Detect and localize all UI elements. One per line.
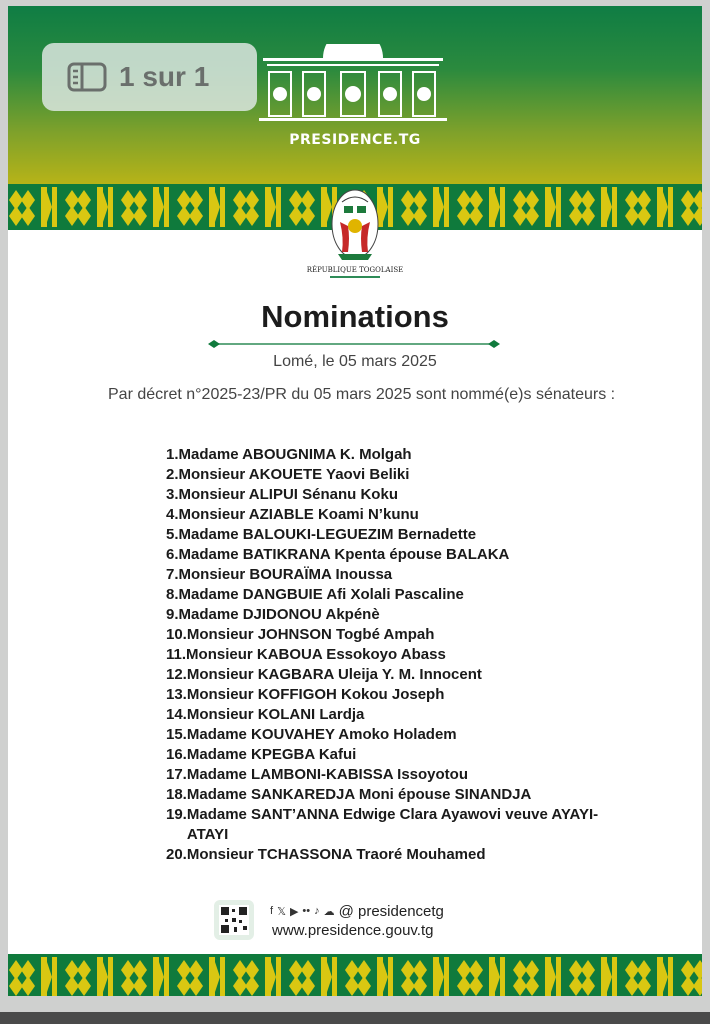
document-title: Nominations (261, 299, 449, 334)
document-date: Lomé, le 05 mars 2025 (273, 353, 437, 370)
nominee-list (166, 445, 606, 865)
nominee-number: 7. (166, 566, 179, 583)
nominee-name: Madame DANGBUIE Afi Xolali Pascaline (178, 586, 464, 603)
nominee-name: Madame KOUVAHEY Amoko Holadem (186, 726, 457, 743)
youtube-icon[interactable]: ▶ (289, 905, 299, 918)
soundcloud-icon[interactable]: ☁ (323, 905, 335, 918)
nominee-name: Monsieur ALIPUI Sénanu Koku (178, 486, 398, 503)
nominee-name: Monsieur BOURAÏMA Inoussa (178, 566, 393, 583)
nominee-item (166, 665, 606, 685)
nominee-number: 18. (166, 786, 187, 803)
kente-band-bottom (8, 954, 702, 996)
nominee-name: Monsieur KAGBARA Uleija Y. M. Innocent (186, 666, 482, 683)
nominee-item (166, 785, 606, 805)
nominee-item (166, 605, 606, 625)
nominee-item (166, 745, 606, 765)
nominee-name: Madame SANKAREDJA Moni épouse SINANDJA (186, 786, 532, 803)
nominee-name: Monsieur JOHNSON Togbé Ampah (186, 626, 435, 643)
nominee-item (166, 645, 606, 665)
nominee-number: 9. (166, 606, 179, 623)
title-divider (208, 339, 500, 349)
caption-rule (330, 276, 380, 278)
nominee-item (166, 505, 606, 525)
nominee-number: 20. (166, 846, 187, 863)
nominee-item (166, 485, 606, 505)
qr-code-icon (214, 900, 254, 940)
sidebar-icon[interactable] (67, 62, 107, 92)
nominee-item (166, 445, 606, 465)
nominee-name: Madame KPEGBA Kafui (186, 746, 357, 763)
nominee-item (166, 525, 606, 545)
nominee-number: 19. (166, 806, 187, 823)
nominee-number: 11. (166, 646, 187, 663)
nominee-number: 12. (166, 666, 187, 683)
page-indicator[interactable] (42, 43, 257, 111)
nominee-name: Madame BATIKRANA Kpenta épouse BALAKA (178, 546, 510, 563)
nominee-item (166, 585, 606, 605)
flickr-icon[interactable]: •• (302, 905, 311, 917)
nominee-name: Monsieur AKOUETE Yaovi Beliki (178, 466, 410, 483)
facebook-icon[interactable]: f (270, 905, 274, 917)
page-indicator-label: 1 sur 1 (119, 61, 210, 92)
nominee-number: 6. (166, 546, 179, 563)
nominee-name: Madame LAMBONI-KABISSA Issoyotou (186, 766, 468, 783)
presidential-palace-logo (253, 44, 453, 124)
x-icon[interactable]: 𝕏 (277, 905, 286, 918)
nominee-item (166, 805, 606, 845)
website-link[interactable]: www.presidence.gouv.tg (272, 922, 434, 939)
viewer-bottom-bar (0, 1012, 710, 1024)
nominee-item (166, 545, 606, 565)
nominee-number: 1. (166, 446, 179, 463)
nominee-item (166, 685, 606, 705)
nominee-number: 4. (166, 506, 179, 523)
nominee-item (166, 625, 606, 645)
nominee-number: 14. (166, 706, 187, 723)
decree-intro: Par décret n°2025-23/PR du 05 mars 2025 sont nommé(e)s sénateurs : (108, 386, 616, 403)
republic-caption: RÉPUBLIQUE TOGOLAISE (306, 266, 404, 274)
nominee-item (166, 565, 606, 585)
nominee-item (166, 725, 606, 745)
nominee-name: Monsieur KOFFIGOH Kokou Joseph (186, 686, 445, 703)
social-links (270, 903, 444, 919)
nominee-number: 13. (166, 686, 187, 703)
nominee-number: 8. (166, 586, 179, 603)
nominee-item (166, 765, 606, 785)
nominee-name: Madame SANT’ANNA Edwige Clara Ayawovi veuve AYAYI-ATAYI (186, 806, 599, 843)
nominee-name: Monsieur KOLANI Lardja (186, 706, 365, 723)
nominee-number: 10. (166, 626, 187, 643)
nominee-name: Madame ABOUGNIMA K. Molgah (178, 446, 412, 463)
nominee-name: Madame BALOUKI-LEGUEZIM Bernadette (178, 526, 477, 543)
nominee-number: 2. (166, 466, 179, 483)
nominee-name: Monsieur TCHASSONA Traoré Mouhamed (186, 846, 486, 863)
nominee-number: 15. (166, 726, 187, 743)
nominee-name: Madame DJIDONOU Akpénè (178, 606, 380, 623)
nominee-number: 17. (166, 766, 187, 783)
social-handle[interactable]: @ presidencetg (338, 902, 444, 920)
tiktok-icon[interactable]: ♪ (314, 905, 320, 917)
nominee-item (166, 845, 606, 865)
nominee-number: 16. (166, 746, 187, 763)
nominee-item (166, 705, 606, 725)
site-title: PRESIDENCE.TG (289, 132, 421, 148)
nominee-number: 3. (166, 486, 179, 503)
nominee-item (166, 465, 606, 485)
nominee-number: 5. (166, 526, 179, 543)
document-page (8, 6, 702, 996)
nominee-name: Monsieur AZIABLE Koami N’kunu (178, 506, 419, 523)
nominee-name: Monsieur KABOUA Essokoyo Abass (186, 646, 446, 663)
coat-of-arms-icon (328, 186, 382, 266)
